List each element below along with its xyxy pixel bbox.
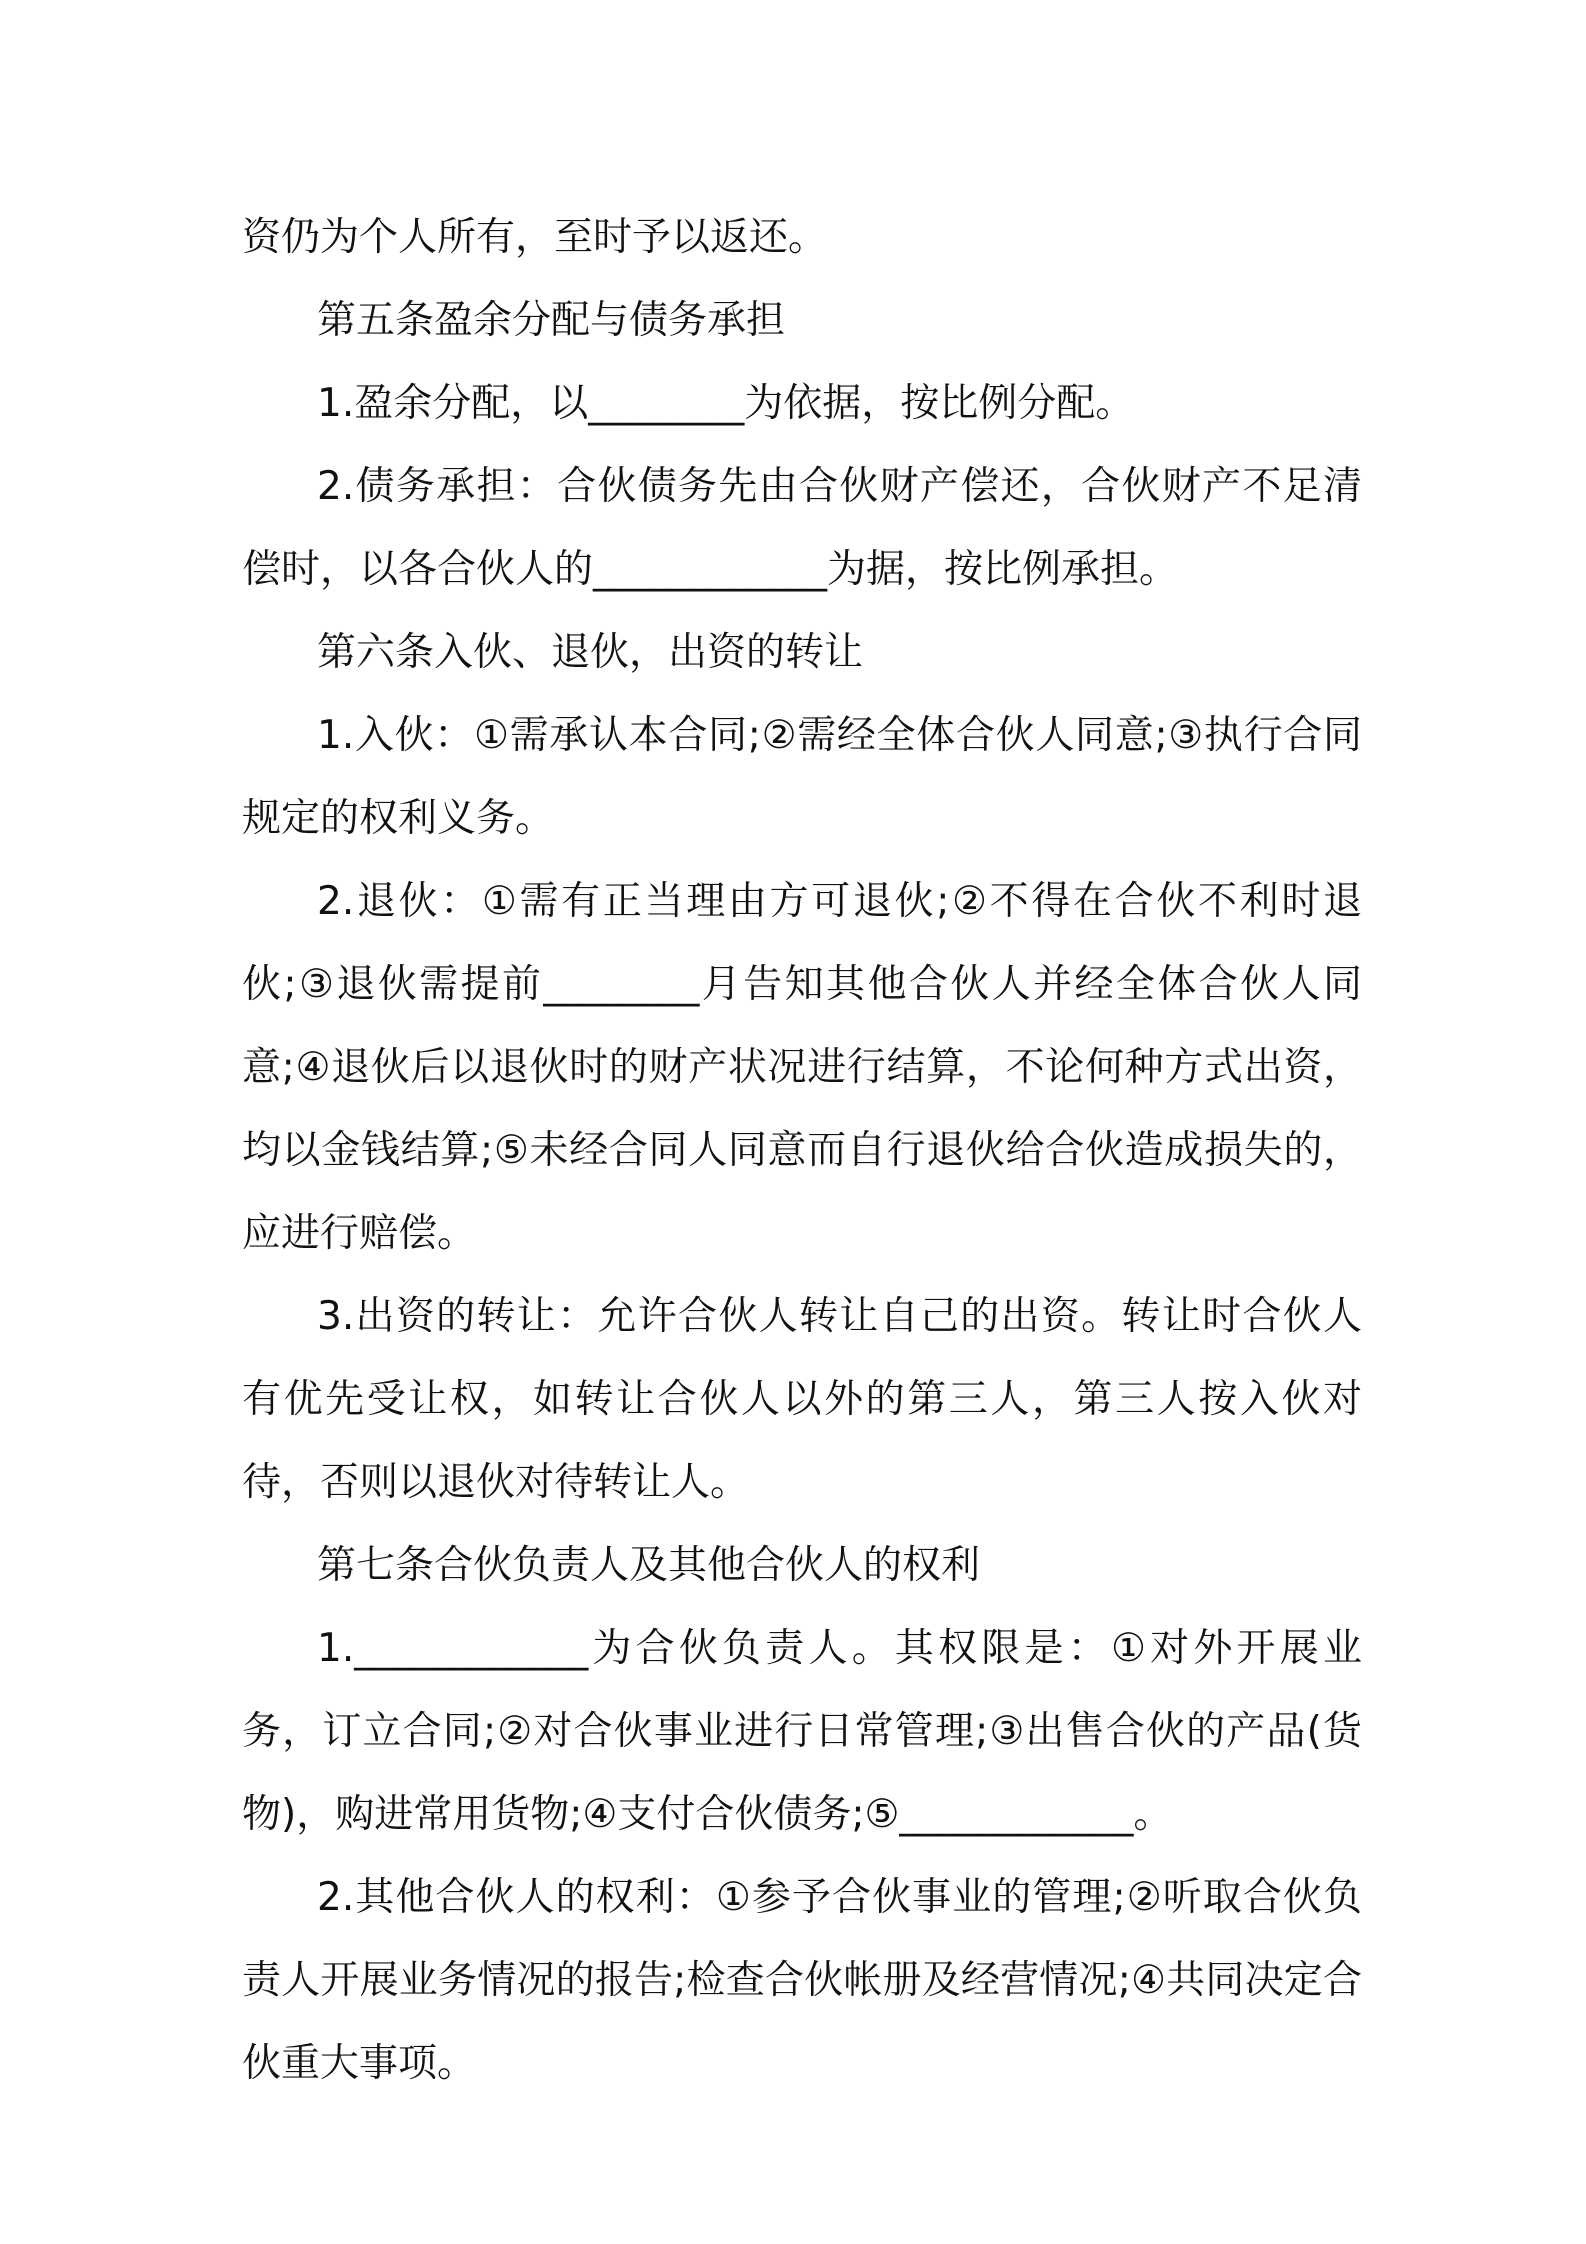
- paragraph-withdrawal: 2.退伙：①需有正当理由方可退伙;②不得在合伙不利时退伙;③退伙需提前________月告知其他合伙人并经全体合伙人同意;④退伙后以退伙时的财产状况进行结算，不论何种方式出资，均以金钱结算;⑤未经合同人同意而自行退伙给合伙造成损失的，应进行赔偿。: [242, 879, 1362, 1256]
- paragraph-other-partners-rights: 2.其他合伙人的权利：①参予合伙事业的管理;②听取合伙负责人开展业务情况的报告;检查合伙帐册及经营情况;④共同决定合伙重大事项。: [242, 1875, 1362, 2086]
- paragraph-responsible-partner: 1.____________为合伙负责人。其权限是：①对外开展业务，订立合同;②对合伙事业进行日常管理;③出售合伙的产品(货物)，购进常用货物;④支付合伙债务;⑤____________。: [242, 1626, 1362, 1837]
- paragraph-capital-return: 资仍为个人所有，至时予以返还。: [242, 215, 828, 260]
- heading-article-6: 第六条入伙、退伙，出资的转让: [317, 630, 864, 675]
- paragraph-profit-distribution: 1.盈余分配，以________为依据，按比例分配。: [317, 381, 1135, 426]
- document-body: [242, 196, 1362, 2105]
- paragraph-debt-bearing: 2.债务承担：合伙债务先由合伙财产偿还，合伙财产不足清偿时，以各合伙人的____________为据，按比例承担。: [242, 464, 1362, 592]
- paragraph-capital-transfer: 3.出资的转让：允许合伙人转让自己的出资。转让时合伙人有优先受让权，如转让合伙人以外的第三人，第三人按入伙对待，否则以退伙对待转让人。: [242, 1294, 1362, 1505]
- heading-article-7: 第七条合伙负责人及其他合伙人的权利: [317, 1543, 981, 1588]
- paragraph-joining: 1.入伙：①需承认本合同;②需经全体合伙人同意;③执行合同规定的权利义务。: [242, 713, 1362, 841]
- heading-article-5: 第五条盈余分配与债务承担: [317, 298, 786, 343]
